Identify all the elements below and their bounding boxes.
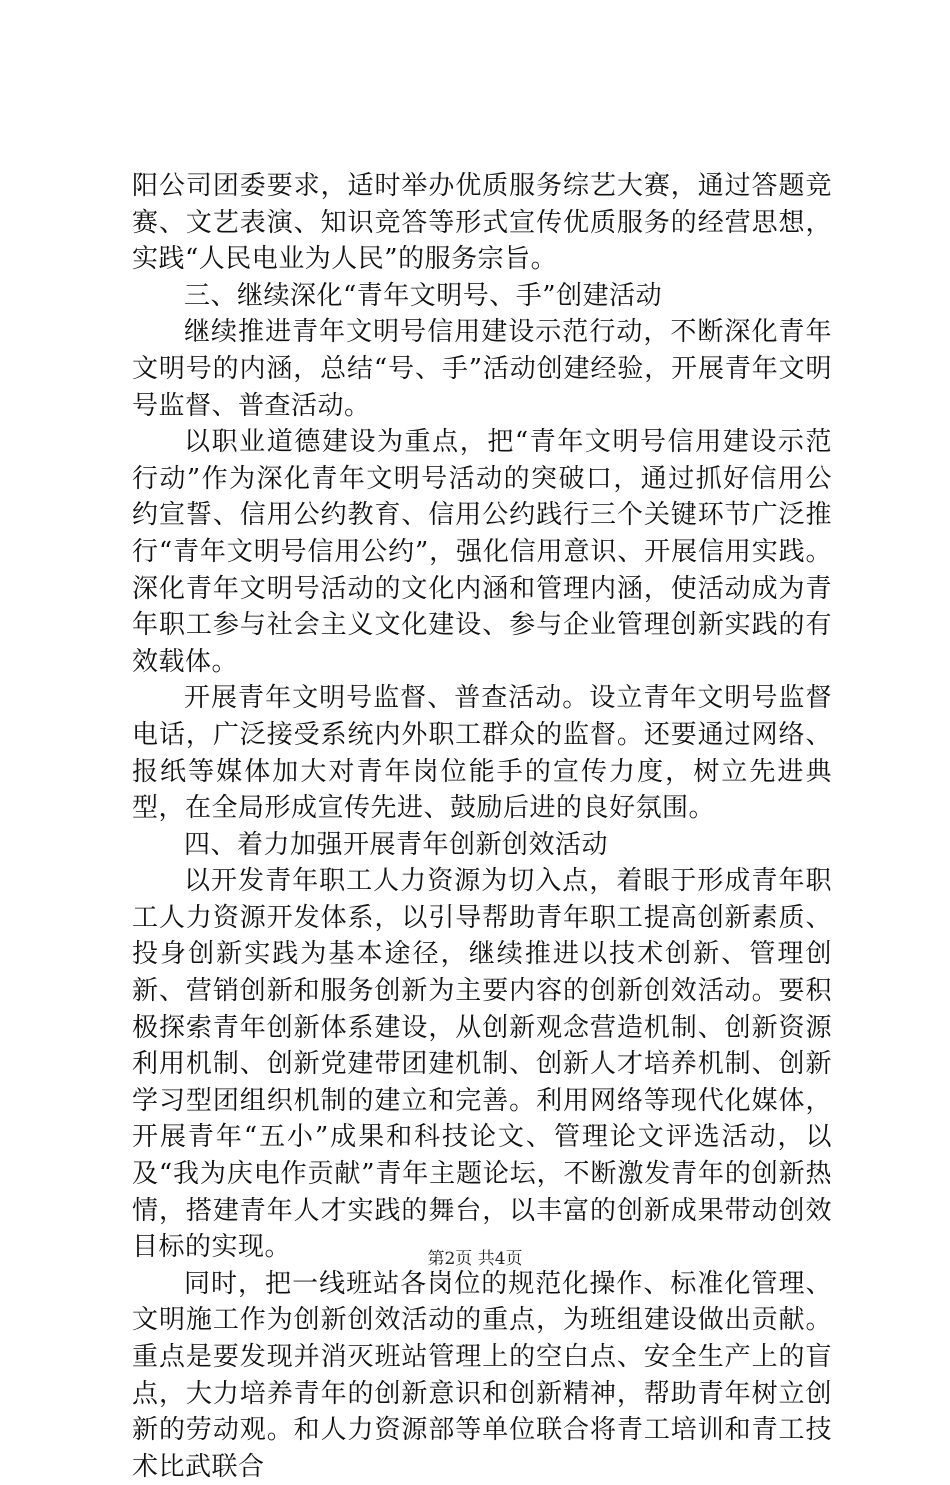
document-body — [132, 168, 832, 1485]
section-heading-three: 三、继续深化“青年文明号、手”创建活动 — [184, 280, 663, 311]
paragraph: 以开发青年职工人力资源为切入点，着眼于形成青年职工人力资源开发体系，以引导帮助青年职工提高创新素质、投身创新实践为基本途径，继续推进以技术创新、管理创新、营销创新和服务创新为主要内容的创新创效活动。要积极探索青年创新体系建设，从创新观念营造机制、创新资源利用机制、创新党建带团建机制、创新人才培养机制、创新学习型团组织机制的建立和完善。利用网络等现代化媒体，开展青年“五小”成果和科技论文、管理论文评选活动，以及“我为庆电作贡献”青年主题论坛，不断激发青年的创新热情，搭建青年人才实践的舞台，以丰富的创新成果带动创效目标的实现。 — [132, 866, 832, 1263]
paragraph: 同时，把一线班站各岗位的规范化操作、标准化管理、文明施工作为创新创效活动的重点，为班组建设做出贡献。重点是要发现并消灭班站管理上的空白点、安全生产上的盲点，大力培养青年的创新意识和创新精神，帮助青年树立创新的劳动观。和人力资源部等单位联合将青工培训和青工技术比武联合 — [132, 1268, 832, 1482]
section-heading-four: 四、着力加强开展青年创新创效活动 — [184, 829, 609, 860]
paragraph: 以职业道德建设为重点，把“青年文明号信用建设示范行动”作为深化青年文明号活动的突破口，通过抓好信用公约宣誓、信用公约教育、信用公约践行三个关键环节广泛推行“青年文明号信用公约”，强化信用意识、开展信用实践。深化青年文明号活动的文化内涵和管理内涵，使活动成为青年职工参与社会主义文化建设、参与企业管理创新实践的有效载体。 — [132, 427, 832, 677]
paragraph: 开展青年文明号监督、普查活动。设立青年文明号监督电话，广泛接受系统内外职工群众的监督。还要通过网络、报纸等媒体加大对青年岗位能手的宣传力度，树立先进典型，在全局形成宣传先进、鼓励后进的良好氛围。 — [132, 683, 832, 824]
paragraph: 继续推进青年文明号信用建设示范行动，不断深化青年文明号的内涵，总结“号、手”活动创建经验，开展青年文明号监督、普查活动。 — [132, 317, 832, 421]
paragraph-continuation: 阳公司团委要求，适时举办优质服务综艺大赛，通过答题竞赛、文艺表演、知识竞答等形式宣传优质服务的经营思想，实践“人民电业为人民”的服务宗旨。 — [132, 171, 832, 275]
page-number-footer: 第2页 共4页 — [427, 1249, 523, 1269]
